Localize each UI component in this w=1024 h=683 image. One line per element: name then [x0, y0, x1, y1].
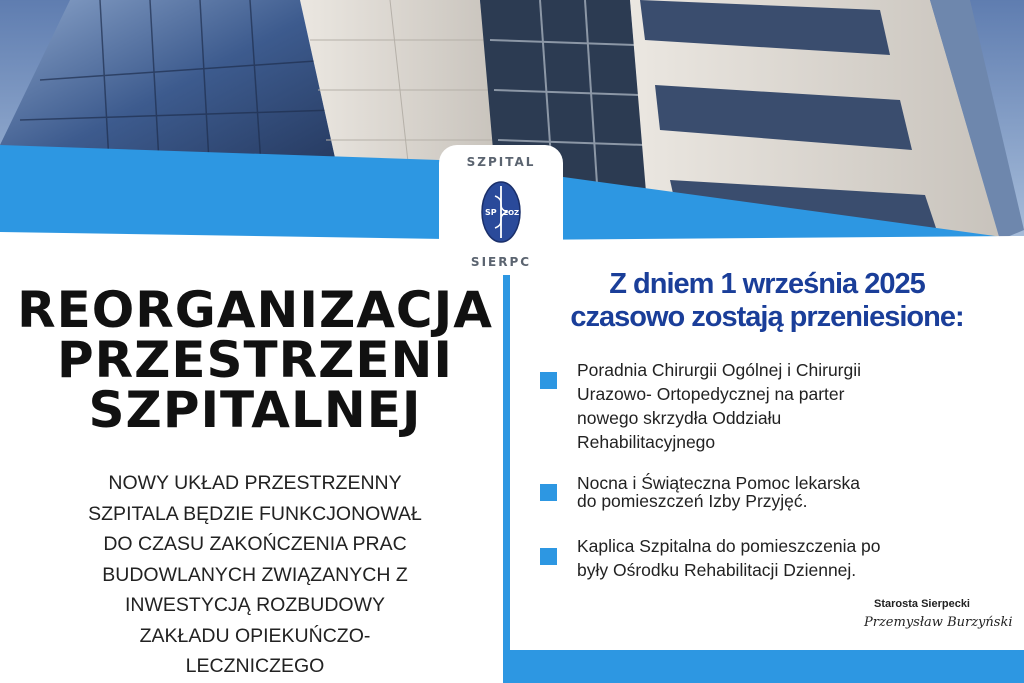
title-line: REORGANIZACJA — [17, 281, 493, 339]
main-title — [0, 281, 510, 439]
body-line: NOWY UKŁAD PRZESTRZENNY — [108, 472, 402, 494]
hospital-logo — [439, 145, 563, 275]
bullet-square-icon — [540, 548, 557, 565]
signature-name: Przemysław Burzyński — [864, 615, 1013, 630]
heading-line: Z dniem 1 września 2025 — [609, 268, 925, 300]
logo-top-text: SZPITAL — [466, 155, 536, 169]
body-line: INWESTYCJĄ ROZBUDOWY — [124, 594, 385, 616]
body-line: LECZNICZEGO — [185, 655, 325, 677]
logo-bottom-text: SIERPC — [470, 255, 532, 269]
relocation-heading — [510, 268, 1024, 334]
body-line: BUDOWLANYCH ZWIĄZANYCH Z — [102, 563, 408, 586]
list-item-text: Kaplica Szpitalna do pomieszczenia po były Ośrodku Rehabilitacji Dziennej. — [577, 536, 881, 580]
title-line: PRZESTRZENI — [56, 331, 454, 389]
medical-seal-icon — [481, 181, 521, 243]
body-line: SZPITALA BĘDZIE FUNKCJONOWAŁ — [88, 502, 422, 525]
body-line: DO CZASU ZAKOŃCZENIA PRAC — [103, 533, 407, 555]
info-paragraph — [45, 468, 465, 682]
body-line: ZAKŁADU OPIEKUŃCZO- — [139, 624, 371, 647]
seal-right-text: ZOZ — [503, 209, 520, 217]
bullet-square-icon — [540, 484, 557, 501]
list-item-text: Nocna i Świąteczna Pomoc lekarska do pomieszczeń Izby Przyjęć. — [577, 473, 861, 511]
heading-line: czasowo zostają przeniesione: — [570, 301, 964, 333]
bullet-square-icon — [540, 372, 557, 389]
title-line: SZPITALNEJ — [88, 381, 422, 439]
seal-left-text: SP — [485, 208, 497, 217]
signature-title: Starosta Sierpecki — [874, 598, 970, 610]
list-item-text: Poradnia Chirurgii Ogólnej i Chirurgii Urazowo- Ortopedycznej na parter nowego skrzydła Oddziału Rehabilitacyjnego — [577, 360, 862, 452]
